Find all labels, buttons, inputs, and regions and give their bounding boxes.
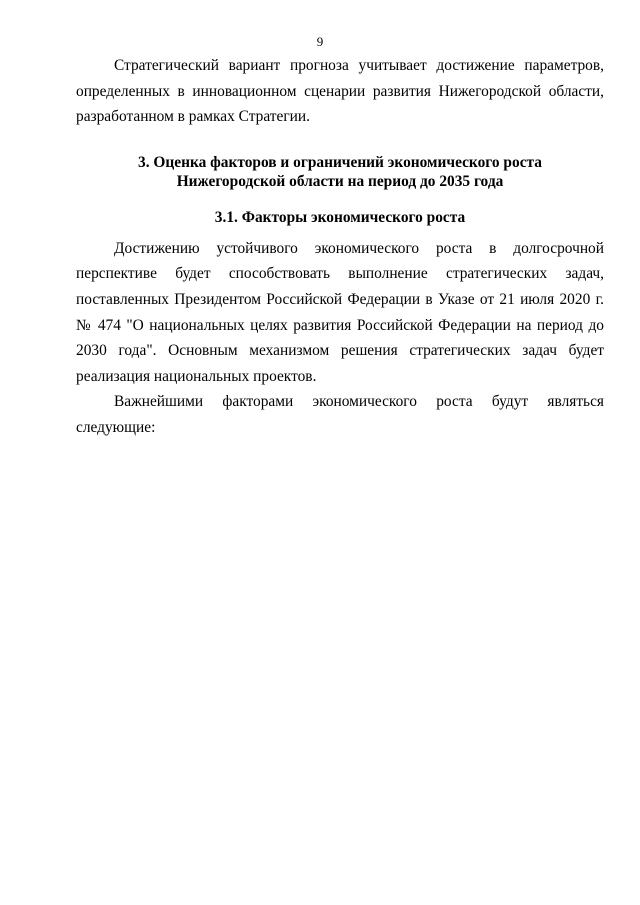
factors-intro-paragraph: Важнейшими факторами экономического роста будут являться следующие: (76, 393, 604, 436)
section-heading-line-2: Нижегородской области на период до 2035 года (176, 172, 504, 190)
section-heading (76, 153, 604, 191)
section-heading-line-1: 3. Оценка факторов и ограничений экономического роста (138, 153, 542, 171)
page-number: 9 (316, 34, 324, 49)
document-body (76, 53, 604, 441)
achievement-paragraph: Достижению устойчивого экономического роста в долгосрочной перспективе будет способствовать выполнение стратегических задач, поставленных Президентом Российской Федерации в Указе от 21 июля 2020 г. № 474 "О национальных целях развития Российской Федерации на период до 2030 года". Основным механизмом решения стратегических задач будет реализация национальных проектов. (76, 239, 604, 385)
intro-paragraph: Стратегический вариант прогноза учитывает достижение параметров, определенных в инновационном сценарии развития Нижегородской области, разработанном в рамках Стратегии. (76, 57, 604, 126)
subsection-heading: 3.1. Факторы экономического роста (214, 208, 466, 226)
